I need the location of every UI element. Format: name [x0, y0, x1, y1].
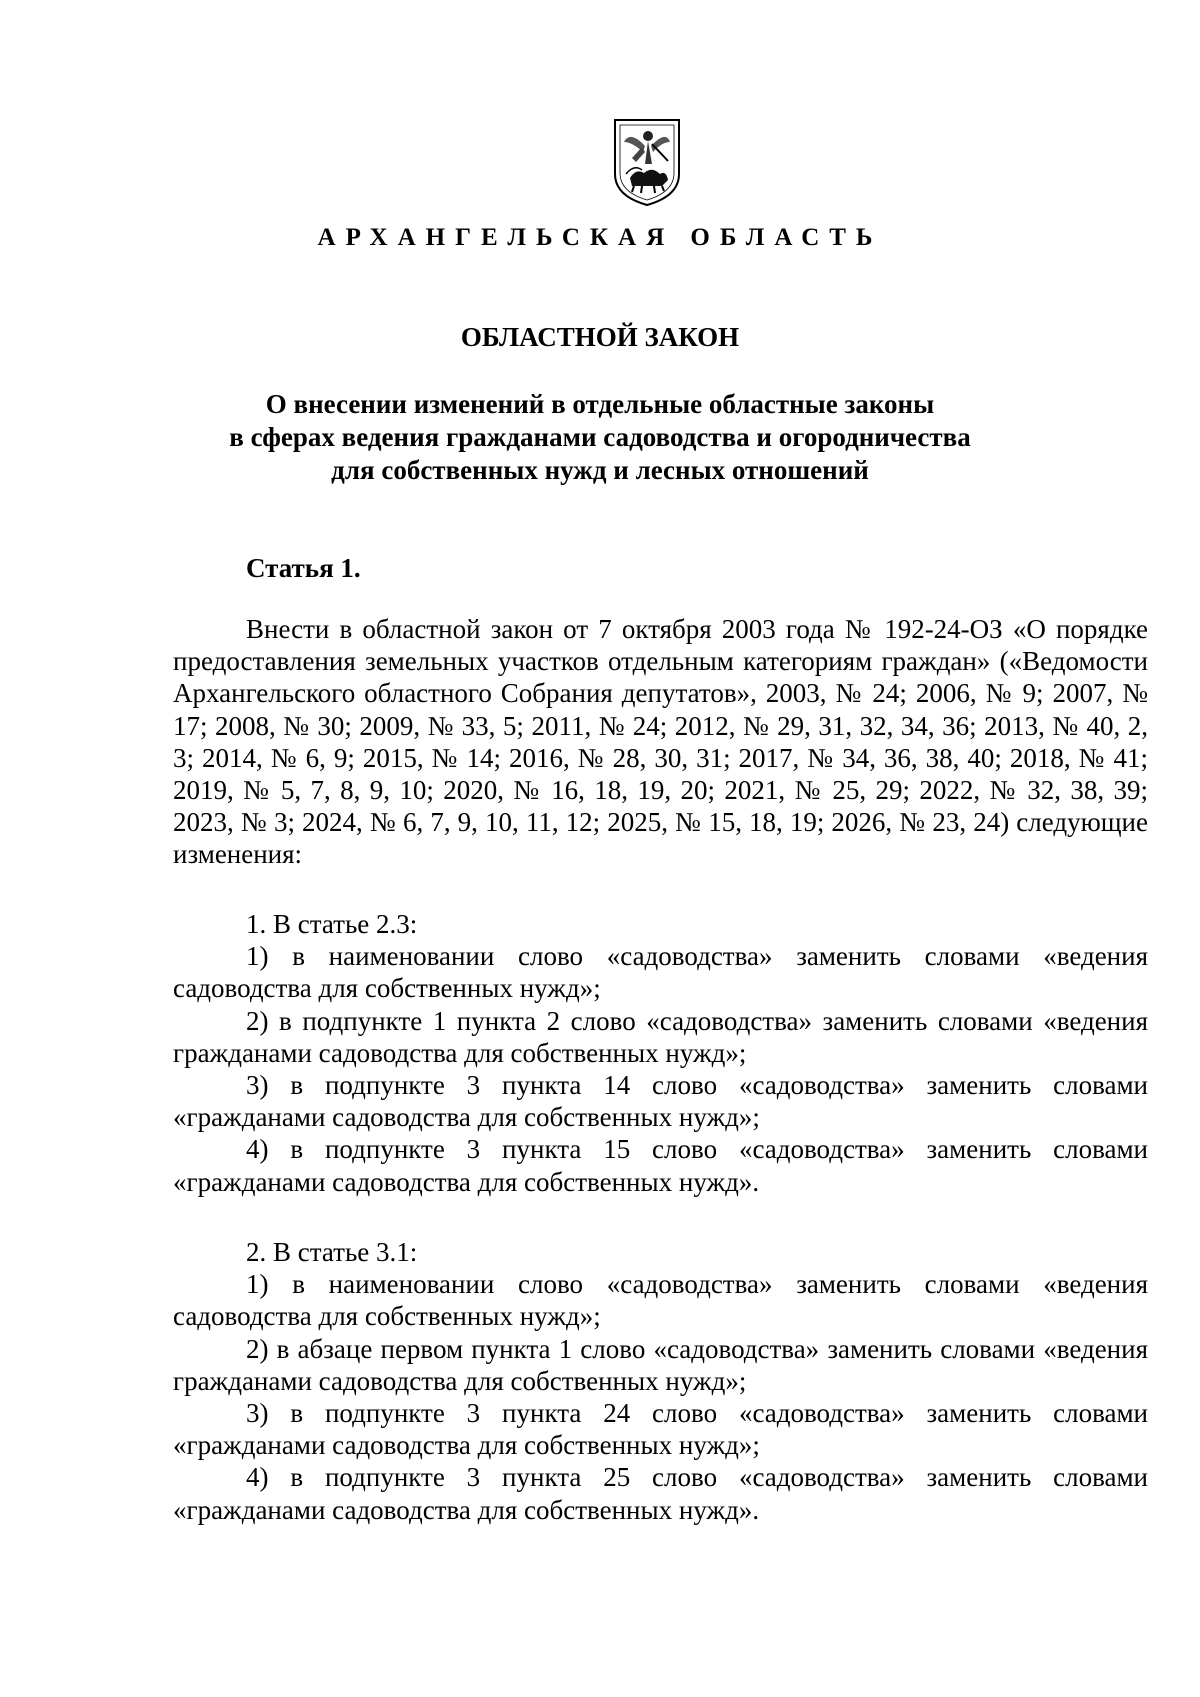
section-heading: 1. В статье 2.3: — [246, 909, 418, 939]
section-1 — [173, 908, 1148, 1198]
law-title — [0, 388, 1200, 487]
list-item: 3) в подпункте 3 пункта 24 слово «садоводства» заменить словами «гражданами садоводства для собственных нужд»; — [173, 1398, 1148, 1461]
article-heading: Статья 1. — [246, 553, 361, 583]
article-intro — [173, 613, 1148, 871]
list-item: 2) в подпункте 1 пункта 2 слово «садоводства» заменить словами «ведения гражданами садоводства для собственных нужд»; — [173, 1005, 1148, 1068]
coat-of-arms-icon — [612, 116, 682, 208]
list-item: 1) в наименовании слово «садоводства» заменить словами «ведения садоводства для собственных нужд»; — [173, 1269, 1148, 1332]
law-title-line: О внесении изменений в отдельные областные законы — [265, 389, 935, 419]
section-2 — [173, 1236, 1148, 1526]
law-title-line: для собственных нужд и лесных отношений — [331, 455, 869, 485]
section-heading: 2. В статье 3.1: — [246, 1237, 418, 1267]
list-item: 2) в абзаце первом пункта 1 слово «садоводства» заменить словами «ведения гражданами садоводства для собственных нужд»; — [173, 1333, 1148, 1396]
list-item: 4) в подпункте 3 пункта 15 слово «садоводства» заменить словами «гражданами садоводства для собственных нужд». — [173, 1134, 1148, 1197]
intro-paragraph: Внести в областной закон от 7 октября 2003 года № 192-24-ОЗ «О порядке предоставления земельных участков отдельным категориям граждан» («Ведомости Архангельского областного Собрания депутатов», 2003, № 24; 2006, № 9; 2007, № 17; 2008, № 30; 2009, № 33, 5; 2011, № 24; 2012, № 29, 31, 32, 34, 36; 2013, № 40, 2, 3; 2014, № 6, 9; 2015, № 14; 2016, № 28, 30, 31; 2017, № 34, 36, 38, 40; 2018, № 41; 2019, № 5, 7, 8, 9, 10; 2020, № 16, 18, 19, 20; 2021, № 25, 29; 2022, № 32, 38, 39; 2023, № 3; 2024, № 6, 7, 9, 10, 11, 12; 2025, № 15, 18, 19; 2026, № 23, 24) следующие изменения: — [173, 614, 1148, 870]
list-item: 4) в подпункте 3 пункта 25 слово «садоводства» заменить словами «гражданами садоводства для собственных нужд». — [173, 1462, 1148, 1525]
list-item: 3) в подпункте 3 пункта 14 слово «садоводства» заменить словами «гражданами садоводства для собственных нужд»; — [173, 1070, 1148, 1133]
region-name: АРХАНГЕЛЬСКАЯ ОБЛАСТЬ — [317, 224, 883, 251]
law-type: ОБЛАСТНОЙ ЗАКОН — [460, 322, 740, 352]
list-item: 1) в наименовании слово «садоводства» заменить словами «ведения садоводства для собственных нужд»; — [173, 941, 1148, 1004]
law-title-line: в сферах ведения гражданами садоводства и огородничества — [229, 422, 971, 452]
